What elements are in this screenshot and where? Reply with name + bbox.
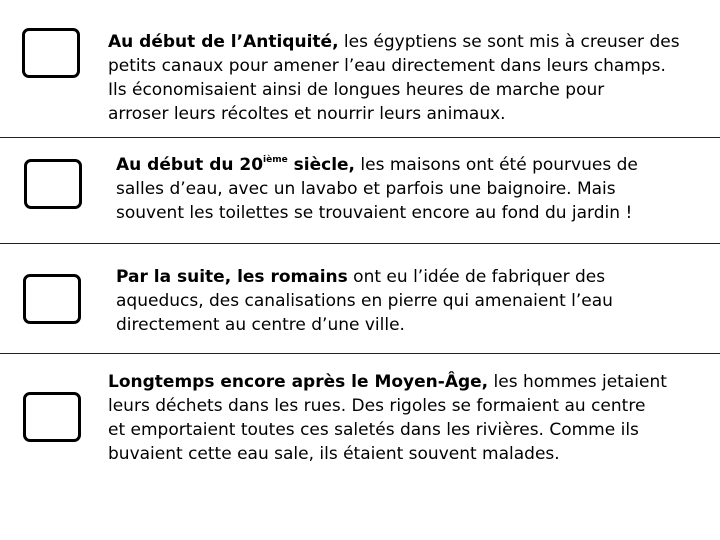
paragraph-3-line-1 xyxy=(116,265,613,289)
paragraph-2-line-1 xyxy=(116,153,638,177)
paragraph-2-line-3: souvent les toilettes se trouvaient encore au fond du jardin ! xyxy=(116,203,633,223)
paragraph-4-lead: Longtemps encore après le Moyen-Âge, xyxy=(108,372,489,392)
paragraph-2-lead-after: siècle, xyxy=(287,155,356,175)
paragraph-4-line-4: buvaient cette eau sale, ils étaient souvent malades. xyxy=(108,444,560,464)
answer-box-4[interactable] xyxy=(23,392,81,442)
paragraph-1 xyxy=(108,30,680,126)
divider-3 xyxy=(0,353,720,354)
paragraph-3-line-3: directement au centre d’une ville. xyxy=(116,315,405,335)
paragraph-2-text-1: les maisons ont été pourvues de xyxy=(355,155,638,175)
paragraph-4-text-1: les hommes jetaient xyxy=(488,372,667,392)
paragraph-1-line-4: arroser leurs récoltes et nourrir leurs animaux. xyxy=(108,104,506,124)
paragraph-2-line-2: salles d’eau, avec un lavabo et parfois une baignoire. Mais xyxy=(116,179,616,199)
paragraph-2-lead-text: Au début du 20 xyxy=(116,155,264,175)
paragraph-3-line-2: aqueducs, des canalisations en pierre qui amenaient l’eau xyxy=(116,291,613,311)
paragraph-4-line-3: et emportaient toutes ces saletés dans les rivières. Comme ils xyxy=(108,420,639,440)
paragraph-3 xyxy=(116,265,613,337)
paragraph-1-lead: Au début de l’Antiquité, xyxy=(108,32,339,52)
paragraph-2-lead-superscript: ième xyxy=(263,155,288,165)
paragraph-4 xyxy=(108,370,667,466)
paragraph-4-line-1 xyxy=(108,370,667,394)
answer-box-3[interactable] xyxy=(23,274,81,324)
divider-1 xyxy=(0,137,720,138)
paragraph-3-text-1: ont eu l’idée de fabriquer des xyxy=(347,267,606,287)
paragraph-2 xyxy=(116,153,638,225)
answer-box-1[interactable] xyxy=(22,28,80,78)
paragraph-1-text-1: les égyptiens se sont mis à creuser des xyxy=(338,32,680,52)
paragraph-1-line-1 xyxy=(108,30,680,54)
paragraph-1-line-3: Ils économisaient ainsi de longues heures de marche pour xyxy=(108,80,605,100)
paragraph-3-lead: Par la suite, les romains xyxy=(116,267,348,287)
paragraph-2-lead xyxy=(116,155,355,175)
paragraph-1-line-2: petits canaux pour amener l’eau directement dans leurs champs. xyxy=(108,56,666,76)
answer-box-2[interactable] xyxy=(24,159,82,209)
paragraph-4-line-2: leurs déchets dans les rues. Des rigoles se formaient au centre xyxy=(108,396,646,416)
divider-2 xyxy=(0,243,720,244)
